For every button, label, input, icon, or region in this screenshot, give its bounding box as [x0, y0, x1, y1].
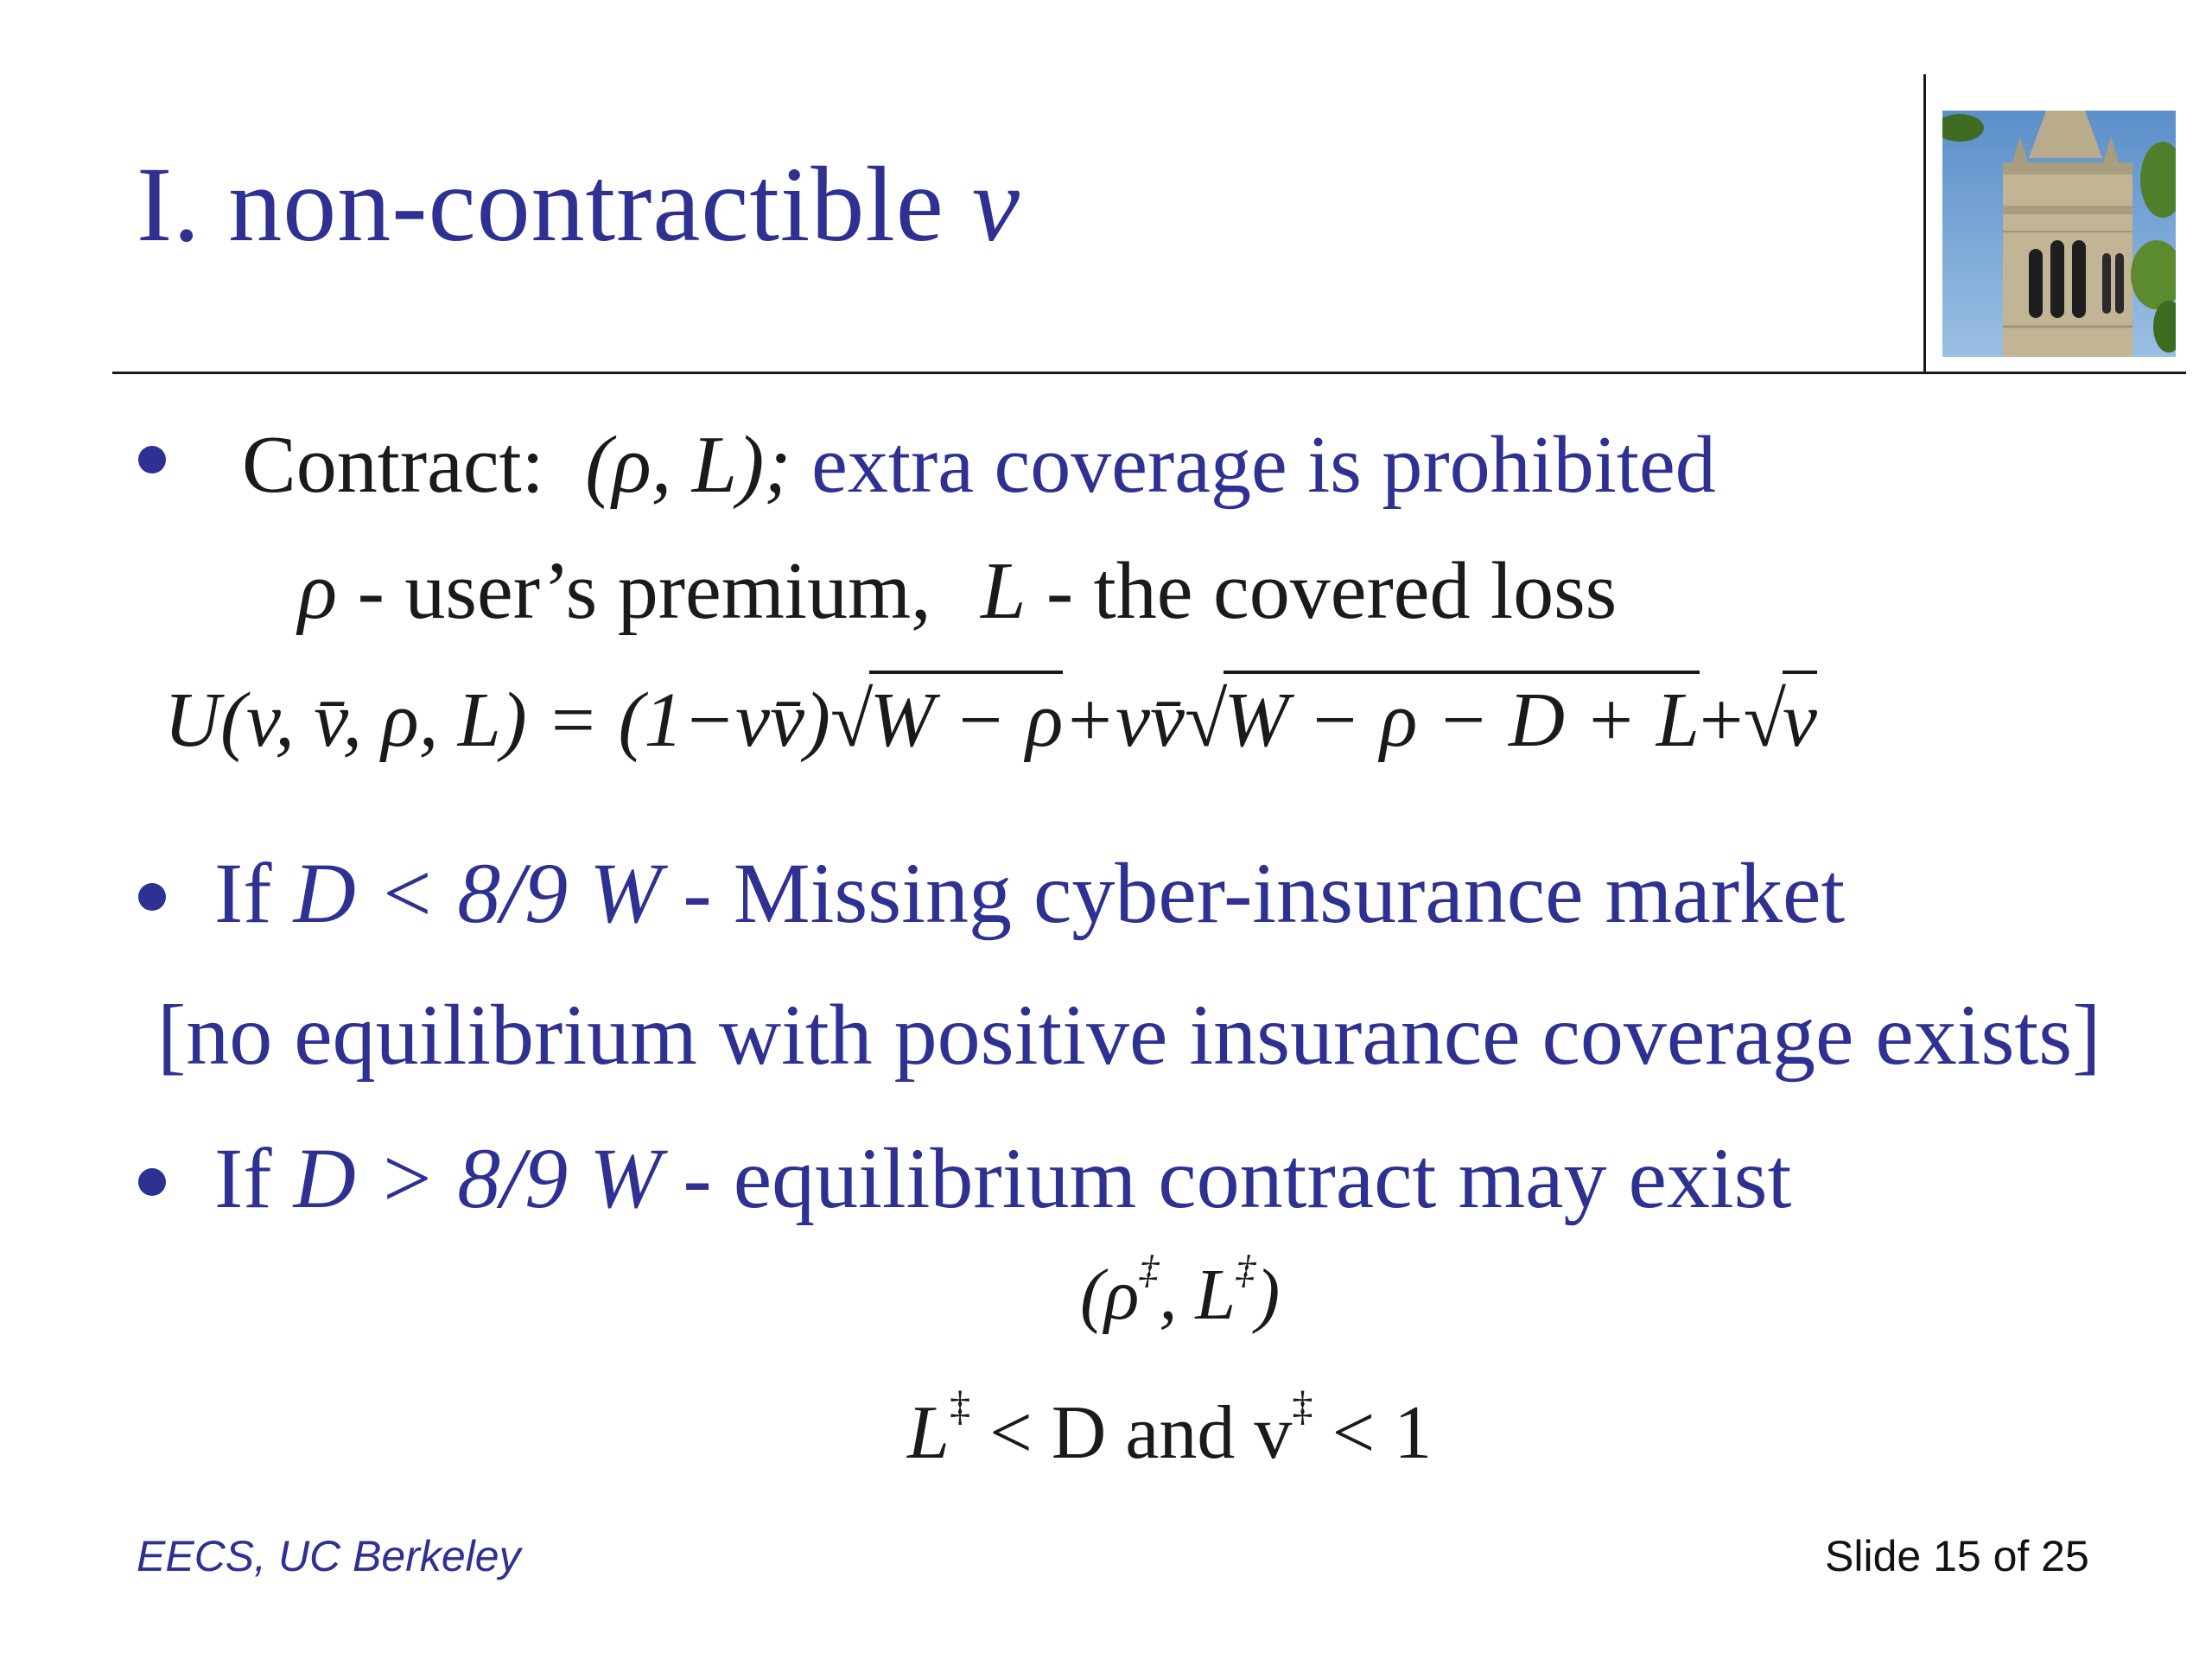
cond-dagger-2: ‡ [1292, 1383, 1313, 1430]
utility-mid: +vv̄ [1063, 677, 1185, 763]
sqrt-term-2-radicand: W − ρ − D + L [1224, 671, 1699, 765]
rho-symbol: ρ [298, 546, 338, 636]
cond-dagger-1: ‡ [949, 1383, 971, 1430]
footer-affiliation: EECS, UC Berkeley [137, 1532, 521, 1580]
contract-note: extra coverage is prohibited [811, 420, 1716, 510]
eq-open: (ρ [1080, 1255, 1140, 1335]
bullet2-text: - Missing cyber-insurance market [661, 845, 1846, 941]
bullet2-line [214, 843, 1845, 943]
sqrt-term-1-radicand: W − ρ [869, 671, 1063, 765]
bullet3-condition: D > 8/9 W [293, 1130, 662, 1226]
cond-L: L [907, 1391, 950, 1475]
cond-lt-2: < 1 [1313, 1391, 1433, 1475]
bullet-marker [138, 883, 166, 911]
utility-formula [164, 671, 1817, 765]
sqrt-term-3-radicand: v [1783, 671, 1817, 765]
bullet2-if: If [214, 845, 294, 941]
definitions-line [298, 544, 1617, 638]
title-variable: v [971, 145, 1020, 264]
utility-lhs: U(v, v̄, ρ, L) = (1−vv̄) [164, 677, 831, 763]
bullet-marker [138, 1168, 166, 1196]
L-definition: - the covered loss [1026, 546, 1618, 636]
bullet3-if: If [214, 1130, 294, 1226]
sqrt-term-1: √W − ρ [830, 671, 1063, 765]
sqrt-term-2: √W − ρ − D + L [1185, 671, 1700, 765]
contract-math: (ρ, L); [585, 420, 791, 510]
eq-dagger-2: ‡ [1236, 1247, 1256, 1292]
slide-title [137, 143, 1020, 266]
bracket-note: [no equilibrium with positive insurance coverage exists] [157, 987, 2101, 1083]
title-horizontal-divider [112, 372, 2186, 374]
campanile-logo [1942, 111, 2176, 357]
utility-plus: + [1699, 677, 1744, 763]
title-text: I. non-contractible [137, 145, 972, 264]
cond-lt-1: < D and v [970, 1391, 1293, 1475]
eq-mid: , L [1159, 1255, 1236, 1335]
contract-line [242, 418, 1716, 512]
sqrt-term-3: √v [1744, 671, 1817, 765]
eq-dagger-1: ‡ [1139, 1247, 1160, 1292]
eq-close: ) [1255, 1255, 1281, 1335]
title-vertical-divider [1923, 74, 1926, 372]
bullet-marker [138, 446, 166, 474]
bullet3-text: - equilibrium contract may exist [661, 1130, 1792, 1226]
rho-definition: - user’s premium, [337, 546, 931, 636]
equilibrium-contract [1080, 1247, 1281, 1337]
equilibrium-conditions [907, 1383, 1433, 1477]
slide-number: Slide 15 of 25 [1825, 1532, 2089, 1580]
bullet3-line [214, 1128, 1791, 1228]
L-symbol: L [981, 546, 1027, 636]
bullet2-condition: D < 8/9 W [293, 845, 662, 941]
contract-label: Contract: [242, 420, 544, 510]
